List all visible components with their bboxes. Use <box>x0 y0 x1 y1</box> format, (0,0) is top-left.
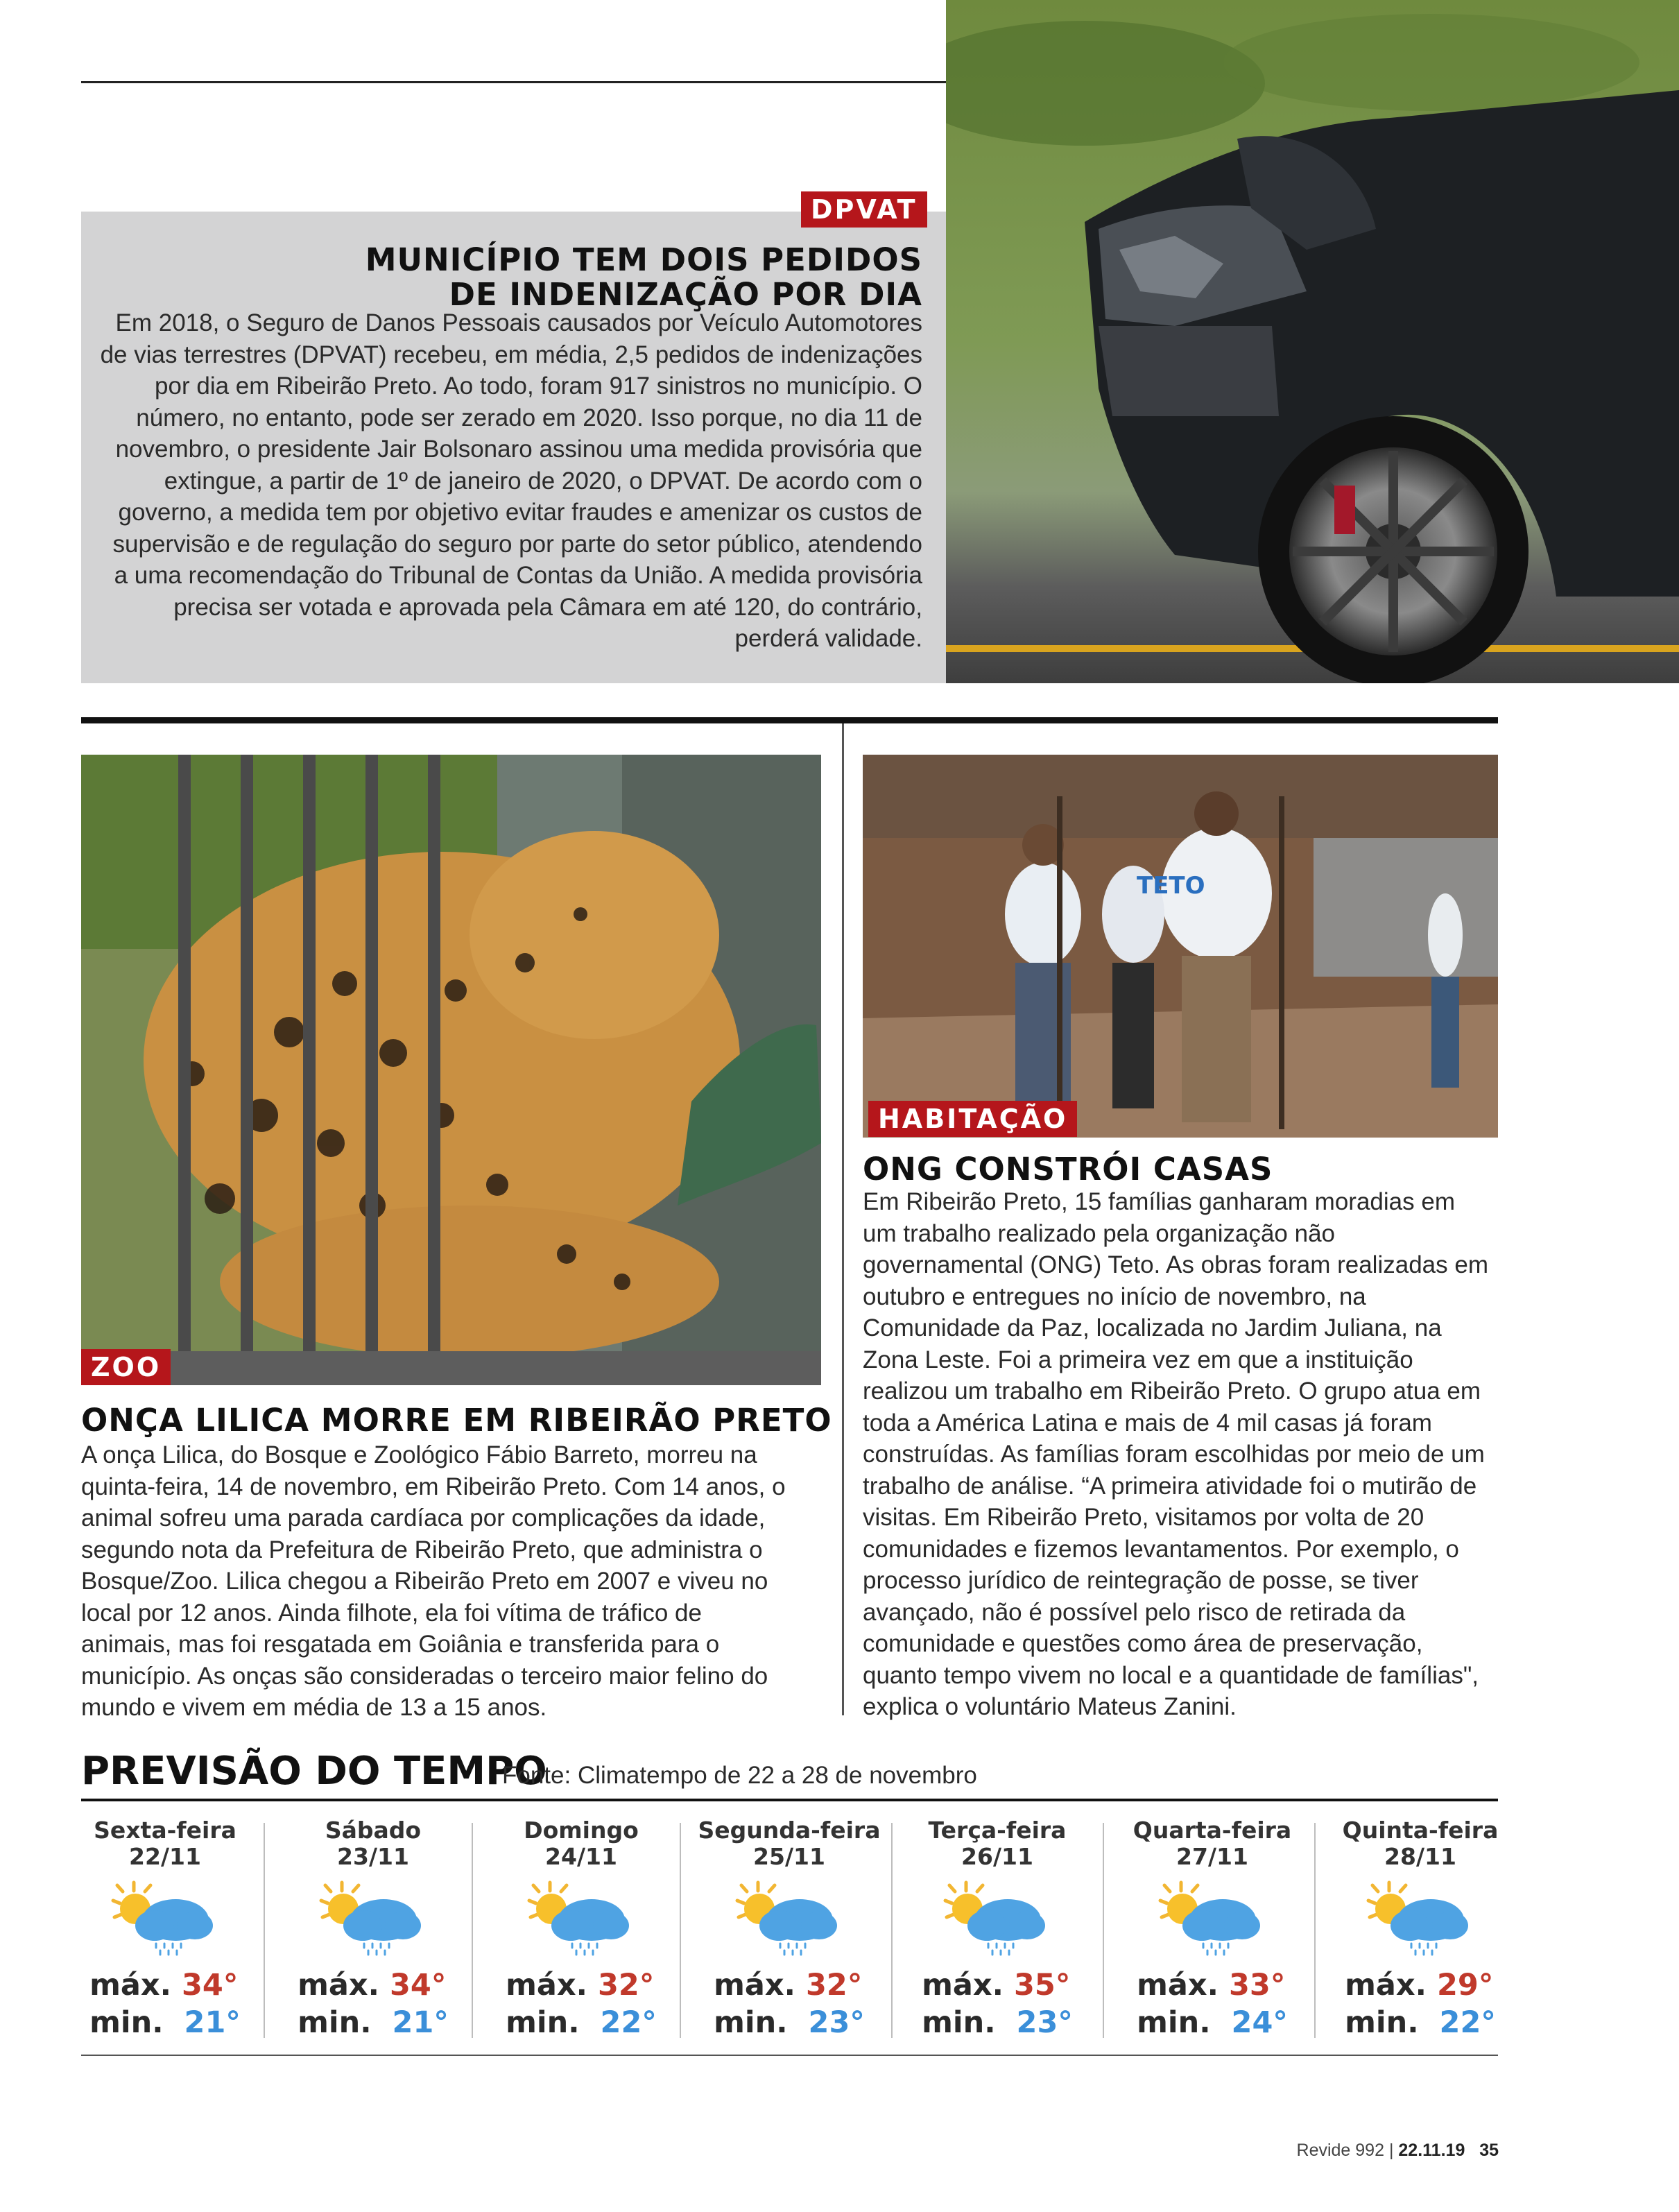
weather-min-row <box>89 2004 241 2041</box>
weather-min-temp: 23° <box>1016 2005 1073 2040</box>
weather-max-row <box>506 1966 657 2004</box>
weather-min-row <box>714 2004 865 2041</box>
weather-max-label: máx. <box>1345 1968 1427 2003</box>
section-rule <box>81 717 1498 723</box>
weather-day-name: Sexta-feira <box>94 1817 236 1844</box>
footer-separator: | <box>1388 2141 1394 2160</box>
weather-day-name: Domingo <box>524 1817 639 1844</box>
weather-min-label: min. <box>714 2005 788 2040</box>
weather-day-date: 22/11 <box>129 1843 201 1870</box>
weather-day-date: 25/11 <box>753 1843 825 1870</box>
weather-max-row <box>1137 1966 1288 2004</box>
weather-max-row <box>89 1966 241 2004</box>
dpvat-headline-line-1: MUNICÍPIO TEM DOIS PEDIDOS <box>365 241 922 278</box>
weather-day-date: 28/11 <box>1384 1843 1456 1870</box>
car-crash-illustration <box>946 0 1679 683</box>
weather-max-label: máx. <box>714 1968 795 2003</box>
weather-min-row <box>1345 2004 1496 2041</box>
weather-day-date: 27/11 <box>1176 1843 1248 1870</box>
weather-min-temp: 22° <box>1439 2005 1496 2040</box>
weather-day-name: Quinta-feira <box>1342 1817 1499 1844</box>
weather-max-temp: 33° <box>1228 1968 1286 2003</box>
weather-max-label: máx. <box>506 1968 587 2003</box>
weather-min-row <box>506 2004 657 2041</box>
weather-day-date: 26/11 <box>961 1843 1033 1870</box>
weather-day <box>1316 1817 1524 2041</box>
weather-max-row <box>714 1966 865 2004</box>
weather-max-temp: 34° <box>181 1968 239 2003</box>
weather-min-label: min. <box>1137 2005 1211 2040</box>
dpvat-headline-line-2: DE INDENIZAÇÃO POR DIA <box>449 276 922 313</box>
jaguar-illustration <box>81 755 821 1385</box>
weather-min-row <box>298 2004 449 2041</box>
weather-min-temp: 24° <box>1231 2005 1288 2040</box>
column-divider <box>842 723 844 1715</box>
weather-max-label: máx. <box>922 1968 1004 2003</box>
car-crash-photo <box>946 0 1679 683</box>
weather-min-label: min. <box>298 2005 372 2040</box>
weather-max-row <box>922 1966 1073 2004</box>
weather-day-name: Quarta-feira <box>1133 1817 1292 1844</box>
footer-page-number: 35 <box>1479 2141 1499 2160</box>
construction-illustration <box>863 755 1498 1138</box>
weather-min-label: min. <box>506 2005 580 2040</box>
weather-day <box>269 1817 477 2041</box>
dpvat-body: Em 2018, o Seguro de Danos Pessoais causados por Veículo Automotores de vias terrestres (DPVAT) recebeu, em média, 2,5 pedidos de indenizações por dia em Ribeirão Preto. Ao todo, foram 917 sinistros no município. O número, no entanto, pode ser zerado em 2020. Isso porque, no dia 11 de novembro, o presidente Jair Bolsonaro assinou uma medida provisória que extingue, a partir de 1º de janeiro de 2020, o DPVAT. De acordo com o governo, a medida tem por objetivo evitar fraudes e amenizar os custos de supervisão e de regulação do seguro por parte do setor público, atendendo a uma recomendação do Tribunal de Contas da União. A medida provisória precisa ser votada e aprovada pela Câmara em até 120, do contrário, perderá validade. <box>100 309 922 652</box>
weather-max-temp: 29° <box>1436 1968 1494 2003</box>
habitacao-headline: ONG CONSTRÓI CASAS <box>863 1151 1273 1188</box>
weather-day <box>685 1817 893 2041</box>
weather-day-name: Segunda-feira <box>698 1817 881 1844</box>
weather-top-rule <box>81 1799 1498 1801</box>
weather-min-temp: 21° <box>392 2005 449 2040</box>
sun-cloud-rain-icon <box>314 1880 432 1960</box>
sun-cloud-rain-icon <box>938 1880 1056 1960</box>
weather-min-label: min. <box>89 2005 164 2040</box>
dpvat-headline <box>160 243 922 312</box>
habitacao-body: Em Ribeirão Preto, 15 famílias ganharam moradias em um trabalho realizado pela organização não governamental (ONG) Teto. As obras foram realizadas em outubro e entregues no início de novembro, na Comunidade da Paz, localizada no Jardim Juliana, na Zona Leste. Foi a primeira vez em que a instituição realizou um trabalho em Ribeirão Preto. O grupo atua em toda a América Latina e mais de 4 mil casas já foram construídas. As famílias foram escolhidas por meio de um trabalho de análise. “A primeira atividade foi o mutirão de visitas. Em Ribeirão Preto, visitamos por volta de 20 comunidades e fizemos levantamentos. Por exemplo, o processo jurídico de reintegração de posse, se tiver avançado, não é possível pelo risco de retirada da comunidade e questões como área de preservação, quanto tempo vivem no local e a quantidade de famílias", explica o voluntário Mateus Zanini. <box>863 1188 1488 1720</box>
weather-max-temp: 34° <box>389 1968 447 2003</box>
teto-shirt-logo: TETO <box>1137 872 1205 900</box>
weather-source: Fonte: Climatempo de 22 a 28 de novembro <box>502 1762 977 1789</box>
weather-column-divider <box>264 1823 265 2038</box>
weather-column-divider <box>891 1823 893 2038</box>
page-footer <box>1297 2140 1499 2161</box>
weather-max-label: máx. <box>1137 1968 1219 2003</box>
weather-day-date: 23/11 <box>337 1843 409 1870</box>
weather-column-divider <box>1103 1823 1104 2038</box>
habitacao-tag: HABITAÇÃO <box>868 1101 1077 1137</box>
sun-cloud-rain-icon <box>522 1880 640 1960</box>
weather-bottom-rule <box>81 2055 1498 2056</box>
zoo-headline: ONÇA LILICA MORRE EM RIBEIRÃO PRETO <box>81 1402 832 1439</box>
jaguar-photo <box>81 755 821 1385</box>
weather-min-label: min. <box>1345 2005 1419 2040</box>
weather-day <box>893 1817 1101 2041</box>
weather-max-label: máx. <box>89 1968 171 2003</box>
sun-cloud-rain-icon <box>106 1880 224 1960</box>
construction-photo <box>863 755 1498 1138</box>
footer-publication: Revide 992 <box>1296 2141 1384 2160</box>
weather-min-temp: 21° <box>184 2005 241 2040</box>
dpvat-tag: DPVAT <box>801 191 927 228</box>
zoo-tag: ZOO <box>81 1349 171 1385</box>
weather-title: PREVISÃO DO TEMPO <box>81 1749 547 1794</box>
weather-column-divider <box>680 1823 681 2038</box>
weather-min-temp: 23° <box>808 2005 865 2040</box>
weather-column-divider <box>1314 1823 1316 2038</box>
weather-max-row <box>1345 1966 1496 2004</box>
weather-min-temp: 22° <box>600 2005 657 2040</box>
footer-date: 22.11.19 <box>1398 2141 1465 2160</box>
weather-max-temp: 32° <box>597 1968 655 2003</box>
weather-max-label: máx. <box>298 1968 379 2003</box>
weather-min-row <box>922 2004 1073 2041</box>
sun-cloud-rain-icon <box>1153 1880 1271 1960</box>
weather-day-name: Terça-feira <box>928 1817 1067 1844</box>
weather-max-row <box>298 1966 449 2004</box>
weather-day-name: Sábado <box>325 1817 422 1844</box>
top-rule <box>81 81 946 83</box>
sun-cloud-rain-icon <box>730 1880 848 1960</box>
zoo-body: A onça Lilica, do Bosque e Zoológico Fábio Barreto, morreu na quinta-feira, 14 de novembro, em Ribeirão Preto. Com 14 anos, o animal sofreu uma parada cardíaca por complicações da idade, segundo nota da Prefeitura de Ribeirão Preto, que administra o Bosque/Zoo. Lilica chegou a Ribeirão Preto em 2007 e viveu no local por 12 anos. Ainda filhote, ela foi vítima de tráfico de animais, mas foi resgatada em Goiânia e transferida para o município. As onças são consideradas o terceiro maior felino do mundo e vivem em média de 13 a 15 anos. <box>81 1441 786 1721</box>
sun-cloud-rain-icon <box>1361 1880 1479 1960</box>
weather-min-row <box>1137 2004 1288 2041</box>
weather-day <box>477 1817 685 2041</box>
weather-max-temp: 32° <box>805 1968 863 2003</box>
weather-max-temp: 35° <box>1013 1968 1071 2003</box>
weather-column-divider <box>472 1823 473 2038</box>
weather-day <box>61 1817 269 2041</box>
weather-min-label: min. <box>922 2005 996 2040</box>
weather-day-date: 24/11 <box>545 1843 617 1870</box>
weather-day <box>1108 1817 1316 2041</box>
dpvat-box <box>81 212 946 683</box>
